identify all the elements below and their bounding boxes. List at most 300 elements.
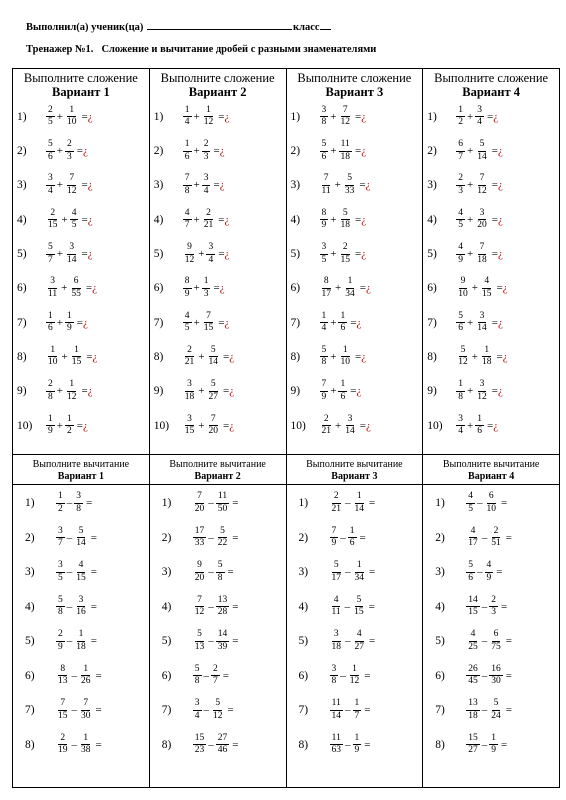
answer-mark: ¿ xyxy=(365,179,371,192)
problem-number: 7) xyxy=(290,316,301,329)
denominator: 6 xyxy=(48,151,53,162)
numerator: 1 xyxy=(202,277,211,289)
problem-number: 2) xyxy=(153,145,164,158)
numerator: 2 xyxy=(46,380,55,392)
numerator: 5 xyxy=(341,209,350,221)
numerator: 2 xyxy=(56,630,65,642)
second-fraction xyxy=(338,346,352,368)
numerator: 3 xyxy=(74,492,83,504)
equals-sign: = xyxy=(501,497,508,510)
first-fraction xyxy=(466,561,475,583)
denominator: 14 xyxy=(76,538,86,549)
denominator: 15 xyxy=(468,607,478,618)
equals-sign: = xyxy=(76,145,83,158)
second-fraction xyxy=(348,527,357,549)
numerator: 1 xyxy=(183,140,192,152)
numerator: 1 xyxy=(183,106,192,118)
section-heading: Выполните сложение xyxy=(434,71,549,85)
first-fraction xyxy=(193,630,207,652)
second-fraction xyxy=(216,527,230,549)
problem-row xyxy=(13,408,149,442)
problem-row xyxy=(423,306,559,340)
column-heading xyxy=(423,69,559,100)
first-fraction xyxy=(183,106,192,128)
problem-row xyxy=(287,659,423,694)
plus-sign: + xyxy=(193,110,200,123)
problem-number: 4) xyxy=(153,213,164,226)
equals-sign: = xyxy=(218,213,225,226)
problem-number: 7) xyxy=(427,316,437,329)
problem-row xyxy=(150,590,286,625)
numerator: 2 xyxy=(65,140,74,152)
problem-row xyxy=(423,203,559,237)
numerator: 7 xyxy=(209,415,218,427)
plus-sign: + xyxy=(471,350,478,363)
numerator: 4 xyxy=(469,527,478,539)
numerator: 5 xyxy=(320,346,329,358)
second-fraction xyxy=(485,492,499,514)
numerator: 7 xyxy=(81,699,90,711)
numerator: 3 xyxy=(330,665,339,677)
denominator: 14 xyxy=(477,151,487,162)
section-heading: Выполните сложение xyxy=(160,71,275,85)
answer-mark: ¿ xyxy=(361,248,367,261)
numerator: 3 xyxy=(77,596,86,608)
equals-sign: = xyxy=(232,635,239,648)
problem-row xyxy=(423,590,559,625)
minus-sign: – xyxy=(66,497,73,510)
denominator: 12 xyxy=(66,185,77,196)
problem-row xyxy=(423,728,559,763)
first-fraction xyxy=(320,380,329,402)
denominator: 8 xyxy=(331,676,337,687)
problem-row xyxy=(150,486,286,521)
answer-mark: ¿ xyxy=(361,350,367,363)
second-fraction xyxy=(74,630,88,652)
denominator: 15 xyxy=(184,426,195,437)
second-fraction xyxy=(352,596,366,618)
column-heading xyxy=(423,455,559,482)
denominator: 12 xyxy=(349,676,360,687)
problem-row xyxy=(287,271,423,305)
answer-mark: ¿ xyxy=(219,282,225,295)
first-fraction xyxy=(46,209,60,231)
minus-sign: – xyxy=(477,566,483,579)
first-fraction xyxy=(183,243,197,265)
equals-sign: = xyxy=(222,419,230,432)
equals-sign: = xyxy=(90,635,97,648)
minus-sign: – xyxy=(481,704,488,717)
second-fraction xyxy=(338,243,352,265)
first-fraction xyxy=(456,174,465,196)
denominator: 12 xyxy=(213,710,223,721)
first-fraction xyxy=(330,527,339,549)
first-fraction xyxy=(56,734,70,756)
denominator: 7 xyxy=(184,220,190,231)
problem-number: 4) xyxy=(17,213,27,226)
second-fraction xyxy=(343,277,357,299)
problem-number: 6) xyxy=(153,282,164,295)
denominator: 11 xyxy=(321,185,331,196)
first-fraction xyxy=(183,312,192,334)
numerator: 15 xyxy=(466,734,480,746)
problem-number: 5) xyxy=(17,248,27,261)
numerator: 2 xyxy=(46,106,55,118)
numerator: 3 xyxy=(478,312,487,324)
problem-number: 3) xyxy=(290,179,301,192)
first-fraction xyxy=(320,106,329,128)
numerator: 8 xyxy=(322,277,331,289)
minus-sign: – xyxy=(71,704,77,717)
first-fraction xyxy=(466,596,480,618)
student-line xyxy=(26,20,331,33)
numerator: 1 xyxy=(475,415,484,427)
first-fraction xyxy=(46,415,55,437)
problem-row xyxy=(423,237,559,271)
numerator: 3 xyxy=(332,630,341,642)
equals-sign: = xyxy=(364,738,371,751)
subtraction-cell-3 xyxy=(286,485,423,788)
denominator: 34 xyxy=(345,288,355,299)
numerator: 4 xyxy=(485,561,494,573)
minus-sign: – xyxy=(203,669,209,682)
numerator: 1 xyxy=(46,415,55,427)
denominator: 20 xyxy=(194,572,205,583)
addition-cell-2 xyxy=(149,69,286,455)
name-blank xyxy=(147,20,292,30)
numerator: 5 xyxy=(193,665,202,677)
denominator: 14 xyxy=(331,710,341,721)
title-text: Сложение и вычитание дробей с разными знаменателями xyxy=(101,44,377,55)
denominator: 9 xyxy=(58,641,63,652)
first-fraction xyxy=(456,346,470,368)
denominator: 7 xyxy=(458,151,463,162)
denominator: 3 xyxy=(66,151,72,162)
problem-row xyxy=(13,728,149,763)
numerator: 1 xyxy=(456,106,465,118)
problem-row xyxy=(13,659,149,694)
equals-sign: = xyxy=(486,110,494,123)
second-fraction xyxy=(475,312,489,334)
numerator: 26 xyxy=(466,665,480,677)
equals-sign: = xyxy=(369,497,376,510)
denominator: 12 xyxy=(66,391,77,402)
problem-row xyxy=(150,374,286,408)
second-fraction xyxy=(353,699,362,721)
numerator: 3 xyxy=(478,209,487,221)
numerator: 14 xyxy=(216,630,230,642)
second-fraction xyxy=(202,277,211,299)
equals-sign: = xyxy=(364,704,371,717)
second-fraction xyxy=(485,561,494,583)
problem-number: 4) xyxy=(290,213,301,226)
column-heading xyxy=(287,455,423,482)
denominator: 8 xyxy=(194,676,200,687)
numerator: 1 xyxy=(67,106,76,118)
denominator: 6 xyxy=(340,323,346,334)
numerator: 4 xyxy=(70,209,79,221)
minus-sign: – xyxy=(345,497,351,510)
first-fraction xyxy=(46,106,55,128)
plus-sign: + xyxy=(193,145,200,158)
plus-sign: + xyxy=(467,179,474,192)
plus-sign: + xyxy=(471,282,478,295)
problem-number: 6) xyxy=(25,669,35,682)
variant-label: Вариант 2 xyxy=(194,470,241,482)
numerator: 2 xyxy=(492,527,501,539)
first-fraction xyxy=(193,561,207,583)
second-fraction xyxy=(206,415,220,437)
answer-mark: ¿ xyxy=(497,248,503,261)
problem-row xyxy=(150,659,286,694)
denominator: 10 xyxy=(458,288,468,299)
equals-sign: = xyxy=(354,213,362,226)
answer-mark: ¿ xyxy=(497,179,503,192)
numerator: 7 xyxy=(58,699,67,711)
numerator: 5 xyxy=(345,174,354,186)
denominator: 18 xyxy=(184,391,195,402)
numerator: 7 xyxy=(195,596,204,608)
numerator: 7 xyxy=(330,527,339,539)
problem-row xyxy=(13,374,149,408)
plus-sign: + xyxy=(56,145,63,158)
denominator: 12 xyxy=(477,391,487,402)
denominator: 5 xyxy=(58,572,63,583)
denominator: 21 xyxy=(331,503,341,514)
plus-sign: + xyxy=(56,110,63,123)
numerator: 1 xyxy=(320,312,329,324)
subtraction-head-2 xyxy=(149,455,286,485)
denominator: 3 xyxy=(203,151,209,162)
numerator: 7 xyxy=(195,492,204,504)
minus-sign: – xyxy=(340,669,346,682)
numerator: 1 xyxy=(355,492,364,504)
denominator: 8 xyxy=(58,607,63,618)
first-fraction xyxy=(330,665,339,687)
numerator: 1 xyxy=(348,527,357,539)
problem-row xyxy=(423,100,559,134)
denominator: 10 xyxy=(48,357,58,368)
problem-row xyxy=(13,486,149,521)
second-fraction xyxy=(65,312,74,334)
first-fraction xyxy=(46,346,60,368)
plus-sign: + xyxy=(467,145,474,158)
numerator: 3 xyxy=(475,106,484,118)
denominator: 9 xyxy=(48,426,53,437)
denominator: 51 xyxy=(491,538,501,549)
answer-mark: ¿ xyxy=(502,350,508,363)
numerator: 8 xyxy=(58,665,67,677)
second-fraction xyxy=(74,527,88,549)
numerator: 11 xyxy=(216,492,229,504)
problem-number: 2) xyxy=(17,145,27,158)
denominator: 11 xyxy=(331,607,341,618)
first-fraction xyxy=(330,492,344,514)
variant-label: Вариант 3 xyxy=(331,470,378,482)
numerator: 1 xyxy=(456,380,465,392)
second-fraction xyxy=(480,277,494,299)
denominator: 27 xyxy=(208,391,218,402)
problem-row xyxy=(150,555,286,590)
equals-sign: = xyxy=(354,248,362,261)
problem-row xyxy=(423,624,559,659)
minus-sign: – xyxy=(481,738,488,751)
equals-sign: = xyxy=(213,282,220,295)
problem-number: 2) xyxy=(25,531,35,544)
denominator: 17 xyxy=(331,572,341,583)
problem-row xyxy=(287,134,423,168)
denominator: 6 xyxy=(48,323,53,334)
plus-sign: + xyxy=(198,248,205,261)
first-fraction xyxy=(320,243,329,265)
first-fraction xyxy=(56,492,65,514)
minus-sign: – xyxy=(208,635,214,648)
plus-sign: + xyxy=(198,350,205,363)
problem-number: 1) xyxy=(153,110,164,123)
problem-row xyxy=(150,237,286,271)
answer-mark: ¿ xyxy=(224,316,230,329)
problem-row xyxy=(287,203,423,237)
numerator: 6 xyxy=(72,277,81,289)
subtraction-cell-1 xyxy=(13,485,150,788)
problem-row xyxy=(287,693,423,728)
first-fraction xyxy=(466,665,480,687)
problem-number: 2) xyxy=(161,531,172,544)
numerator: 1 xyxy=(65,312,74,324)
numerator: 2 xyxy=(489,596,498,608)
minus-sign: – xyxy=(345,738,351,751)
minus-sign: – xyxy=(344,600,351,613)
second-fraction xyxy=(353,734,362,756)
answer-mark: ¿ xyxy=(219,179,225,192)
denominator: 55 xyxy=(71,288,81,299)
denominator: 15 xyxy=(203,323,214,334)
denominator: 14 xyxy=(354,503,364,514)
problem-row xyxy=(13,340,149,374)
numerator: 1 xyxy=(353,699,362,711)
denominator: 28 xyxy=(217,607,228,618)
first-fraction xyxy=(320,174,333,196)
equals-sign: = xyxy=(369,566,376,579)
answer-mark: ¿ xyxy=(229,350,235,363)
numerator: 2 xyxy=(185,346,194,358)
denominator: 3 xyxy=(458,185,463,196)
student-label: Выполнил(а) ученик(ца) xyxy=(26,22,144,33)
equals-sign: = xyxy=(95,704,102,717)
denominator: 9 xyxy=(458,254,463,265)
numerator: 1 xyxy=(346,277,355,289)
equals-sign: = xyxy=(505,669,512,682)
problem-number: 5) xyxy=(290,248,301,261)
numerator: 3 xyxy=(478,380,487,392)
denominator: 16 xyxy=(76,607,86,618)
denominator: 33 xyxy=(194,538,205,549)
second-fraction xyxy=(353,561,367,583)
second-fraction xyxy=(206,243,215,265)
numerator: 15 xyxy=(193,734,207,746)
answer-mark: ¿ xyxy=(87,179,93,192)
plus-sign: + xyxy=(56,179,63,192)
denominator: 20 xyxy=(194,503,205,514)
denominator: 18 xyxy=(340,151,350,162)
answer-mark: ¿ xyxy=(361,213,367,226)
numerator: 5 xyxy=(195,630,204,642)
second-fraction xyxy=(65,106,79,128)
answer-mark: ¿ xyxy=(229,419,235,432)
numerator: 1 xyxy=(482,346,491,358)
problem-row xyxy=(287,340,423,374)
first-fraction xyxy=(466,630,480,652)
numerator: 5 xyxy=(459,346,468,358)
second-fraction xyxy=(353,492,367,514)
problem-row xyxy=(150,340,286,374)
variant-label: Вариант 1 xyxy=(57,470,104,482)
equals-sign: = xyxy=(95,738,102,751)
problem-number: 2) xyxy=(298,531,309,544)
problem-number: 7) xyxy=(17,316,27,329)
first-fraction xyxy=(183,415,197,437)
plus-sign: + xyxy=(61,350,68,363)
plus-sign: + xyxy=(330,248,337,261)
problem-row xyxy=(423,486,559,521)
plus-sign: + xyxy=(198,419,205,432)
first-fraction xyxy=(320,312,329,334)
addition-cell-3 xyxy=(286,69,423,455)
equals-sign: = xyxy=(81,179,88,192)
column-heading xyxy=(150,455,286,482)
numerator: 3 xyxy=(56,527,65,539)
problem-row xyxy=(287,521,423,556)
problem-row xyxy=(150,624,286,659)
denominator: 4 xyxy=(203,185,209,196)
variant-label: Вариант 4 xyxy=(462,85,520,100)
problem-number: 1) xyxy=(17,110,27,123)
numerator: 9 xyxy=(185,243,194,255)
denominator: 11 xyxy=(48,288,58,299)
numerator: 1 xyxy=(81,734,90,746)
numerator: 8 xyxy=(183,277,192,289)
denominator: 9 xyxy=(486,572,492,583)
equals-sign: = xyxy=(90,531,97,544)
equals-sign: = xyxy=(232,738,239,751)
second-fraction xyxy=(475,415,484,437)
equals-sign: = xyxy=(227,704,234,717)
denominator: 6 xyxy=(458,323,463,334)
denominator: 17 xyxy=(321,288,331,299)
plus-sign: + xyxy=(193,213,200,226)
minus-sign: – xyxy=(481,600,488,613)
first-fraction xyxy=(56,527,65,549)
denominator: 14 xyxy=(345,426,355,437)
plus-sign: + xyxy=(61,282,68,295)
problem-number: 3) xyxy=(427,179,437,192)
problem-number: 5) xyxy=(298,635,309,648)
denominator: 12 xyxy=(458,357,468,368)
problem-number: 4) xyxy=(298,600,309,613)
subtraction-row xyxy=(13,485,560,788)
first-fraction xyxy=(330,734,344,756)
first-fraction xyxy=(183,346,197,368)
denominator: 5 xyxy=(468,503,473,514)
second-fraction xyxy=(65,140,74,162)
section-heading: Выполните вычитание xyxy=(169,459,266,470)
answer-mark: ¿ xyxy=(87,213,93,226)
subtraction-head-4 xyxy=(423,455,560,485)
denominator: 9 xyxy=(184,288,190,299)
plus-sign: + xyxy=(198,385,205,398)
second-fraction xyxy=(79,734,93,756)
numerator: 1 xyxy=(204,106,213,118)
